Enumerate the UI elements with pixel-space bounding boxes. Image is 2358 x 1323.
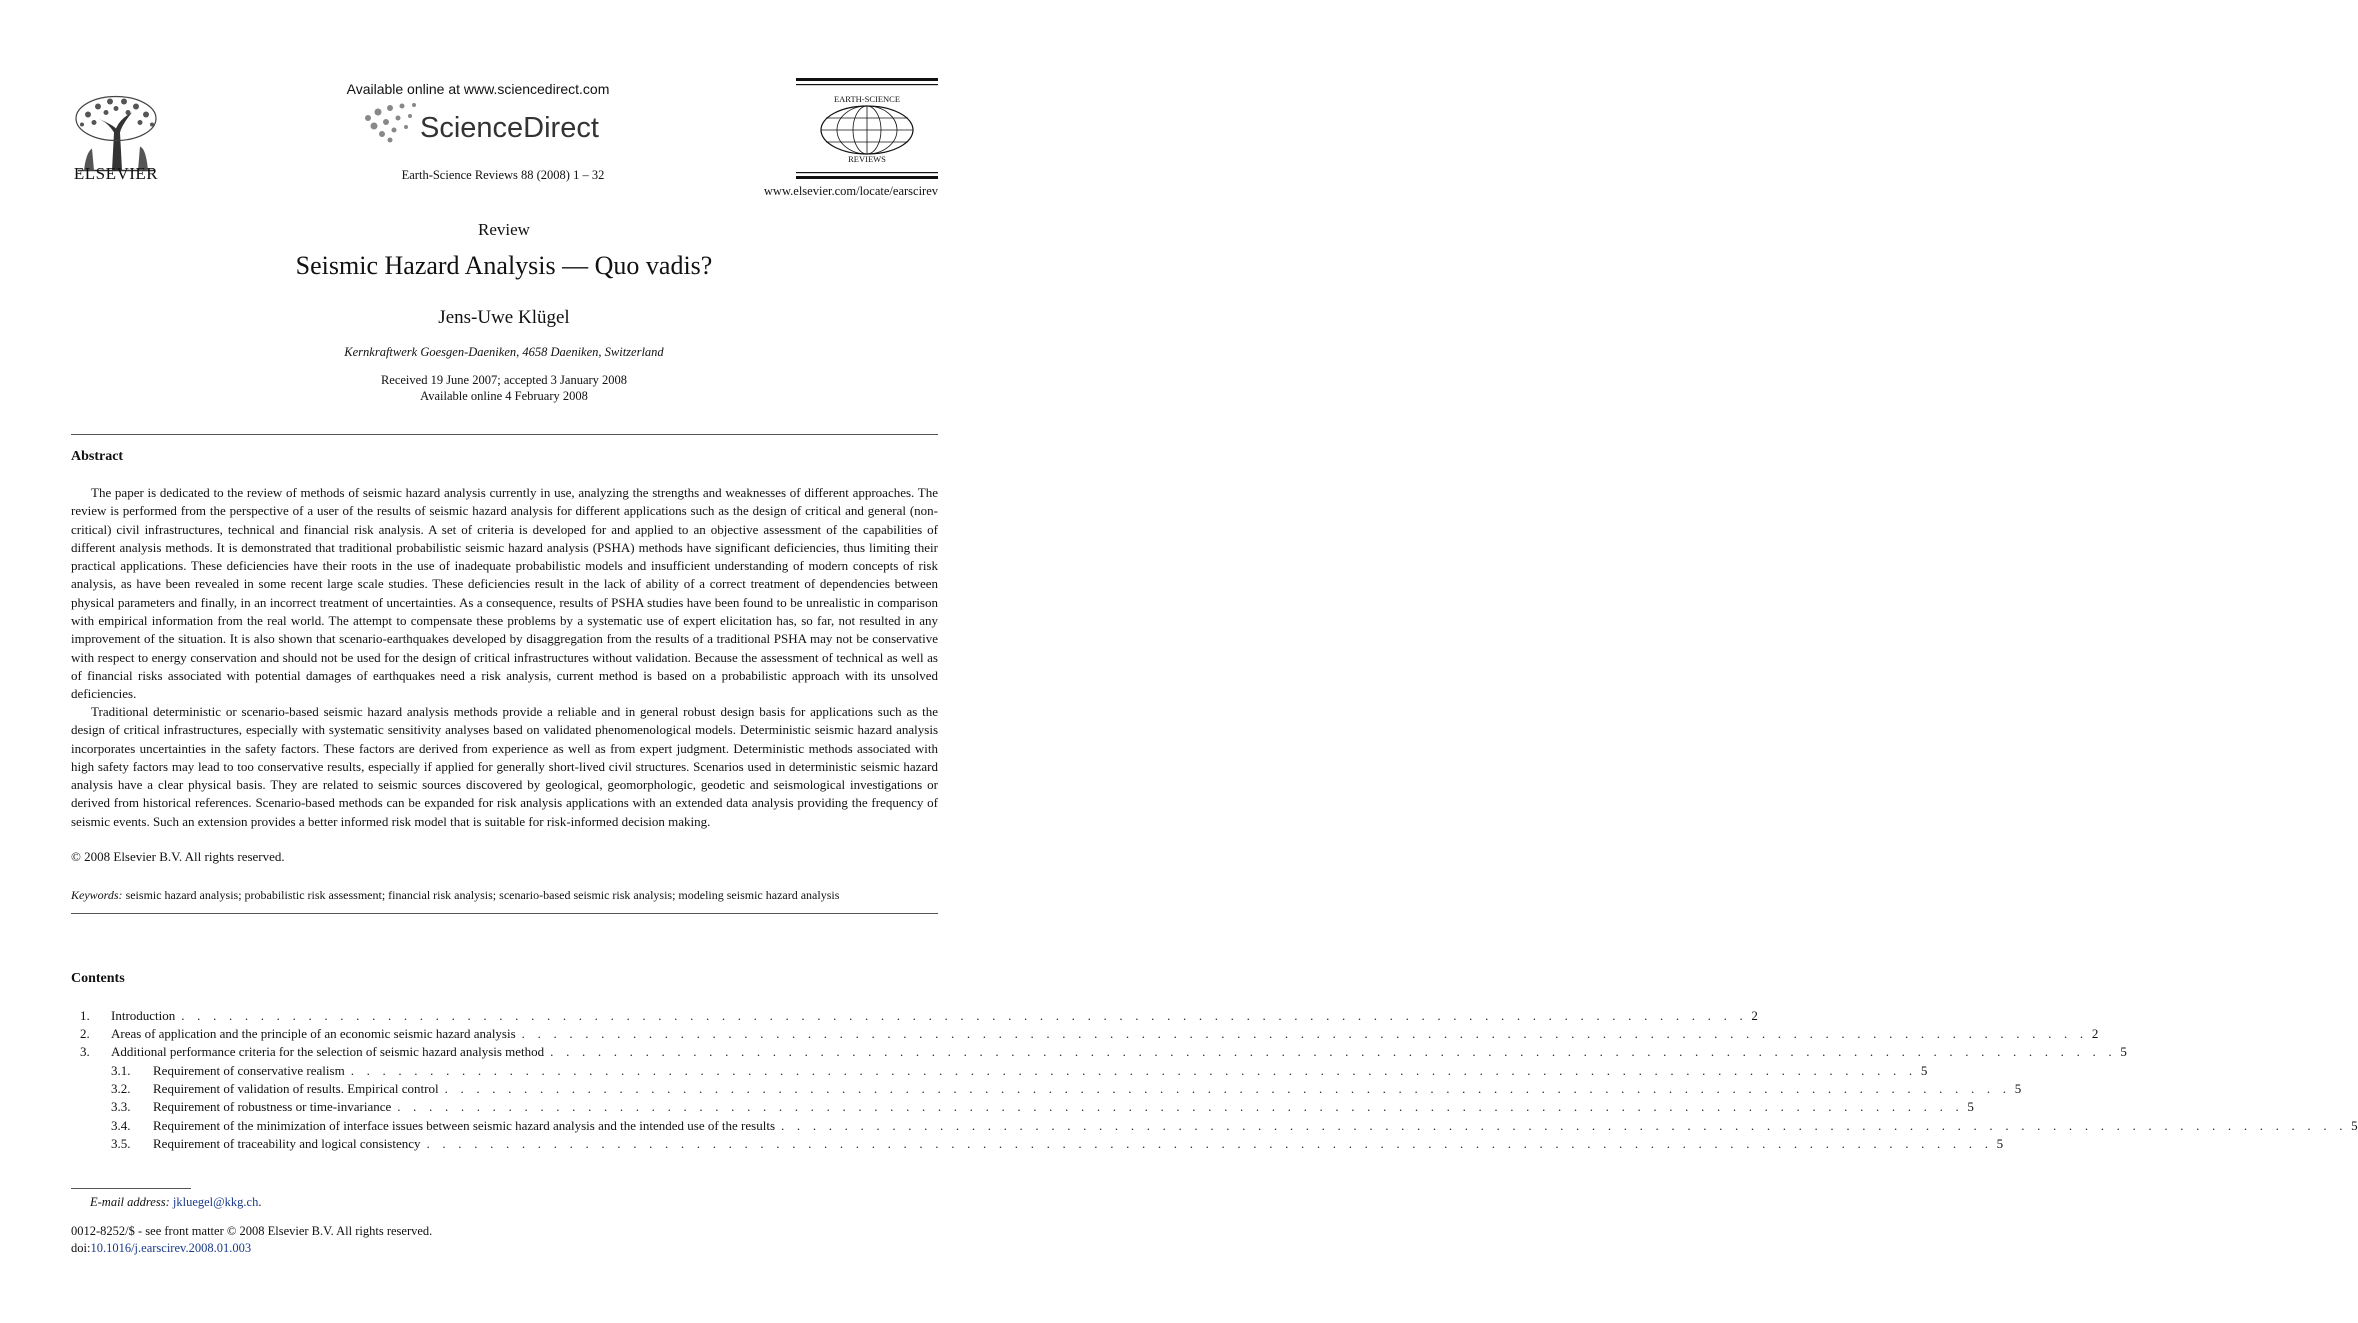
doi-link[interactable]: 10.1016/j.earscirev.2008.01.003 bbox=[90, 1241, 252, 1255]
journal-logo bbox=[796, 78, 938, 180]
available-online-date: Available online 4 February 2008 bbox=[420, 389, 588, 403]
toc-title: Additional performance criteria for the selection of seismic hazard analysis method bbox=[111, 1043, 550, 1061]
toc-leader: . . . . . . . . . . . . . . . . . . . . . . . . . . . . . . . . . . . . . . . . . . . . . . . . . . . . . . . . . . . . . . . . . . . . . . . . . . . . . . . . . . . . . . . . . . . . . . . . . . . bbox=[397, 1099, 1964, 1114]
footnote-rule bbox=[71, 1188, 191, 1189]
publisher-name: ELSEVIER bbox=[73, 164, 159, 183]
journal-logo-bottom-text: REVIEWS bbox=[848, 154, 886, 164]
toc-page-number: 5 bbox=[2014, 1081, 2022, 1096]
article-type: Review bbox=[478, 220, 530, 239]
toc-item-3[interactable] bbox=[80, 1043, 2127, 1061]
toc-item-3-2[interactable] bbox=[111, 1080, 2022, 1098]
abstract-heading: Abstract bbox=[71, 449, 124, 464]
keywords-list: seismic hazard analysis; probabilistic risk assessment; financial risk analysis; scenario-based seismic risk analysis; modeling seismic hazard analysis bbox=[125, 888, 840, 902]
toc-item-3-1[interactable] bbox=[111, 1062, 1928, 1080]
toc-leader: . . . . . . . . . . . . . . . . . . . . . . . . . . . . . . . . . . . . . . . . . . . . . . . . . . . . . . . . . . . . . . . . . . . . . . . . . . . . . . . . . . . . . . . . . . . . . . . . . . . bbox=[550, 1044, 2117, 1059]
toc-page-number: 5 bbox=[1920, 1063, 1928, 1078]
sciencedirect-logo bbox=[360, 100, 600, 148]
toc-page-number: 5 bbox=[1967, 1099, 1974, 1114]
toc-number: 3. bbox=[80, 1044, 90, 1059]
keywords-label: Keywords: bbox=[71, 888, 123, 902]
email-suffix: . bbox=[258, 1195, 262, 1209]
toc-leader: . . . . . . . . . . . . . . . . . . . . . . . . . . . . . . . . . . . . . . . . . . . . . . . . . . . . . . . . . . . . . . . . . . . . . . . . . . . . . . . . . . . . . . . . . . . . . . . . . . . bbox=[781, 1118, 2348, 1133]
doi-line bbox=[71, 1241, 251, 1256]
toc-leader: . . . . . . . . . . . . . . . . . . . . . . . . . . . . . . . . . . . . . . . . . . . . . . . . . . . . . . . . . . . . . . . . . . . . . . . . . . . . . . . . . . . . . . . . . . . . . . . . . . . bbox=[350, 1063, 1917, 1078]
toc-title: Introduction bbox=[111, 1007, 181, 1025]
article-title: Seismic Hazard Analysis — Quo vadis? bbox=[295, 251, 713, 280]
toc-number: 3.2. bbox=[111, 1081, 131, 1096]
toc-page-number: 5 bbox=[2351, 1118, 2358, 1133]
toc-leader: . . . . . . . . . . . . . . . . . . . . . . . . . . . . . . . . . . . . . . . . . . . . . . . . . . . . . . . . . . . . . . . . . . . . . . . . . . . . . . . . . . . . . . . . . . . . . . . . . . . bbox=[426, 1136, 1993, 1151]
abstract-paragraph: Traditional deterministic or scenario-based seismic hazard analysis methods provide a reliable and in general robust design basis for applications such as the design of critical infrastructures, especially with systematic sensitivity analyses based on validated phenomenological models. Deterministic seismic hazard analysis incorporates uncertainties in the safety factors. These factors are derived from experience as well as from expert judgment. Deterministic methods associated with high safety factors may lead to too conservative results, especially if applied for generally short-lived civil structures. Scenarios used in deterministic seismic hazard analysis have a clear physical basis. They are related to seismic sources discovered by geological, geomorphologic, geodetic and seismological investigations or derived from historical references. Scenario-based methods can be expanded for risk analysis applications with an extended data analysis providing the frequency of seismic events. Such an extension provides a better informed risk model that is suitable for risk-informed decision making. bbox=[71, 704, 938, 829]
author-email bbox=[90, 1195, 261, 1210]
toc-number: 3.3. bbox=[111, 1099, 131, 1114]
toc-page-number: 5 bbox=[1996, 1136, 2004, 1151]
toc-title: Requirement of the minimization of interface issues between seismic hazard analysis and the intended use of the results bbox=[153, 1117, 781, 1135]
toc-title: Requirement of conservative realism bbox=[153, 1062, 351, 1080]
journal-url[interactable]: www.elsevier.com/locate/earscirev bbox=[763, 184, 938, 198]
toc-item-3-4[interactable] bbox=[111, 1117, 2358, 1135]
toc-title: Requirement of validation of results. Empirical control bbox=[153, 1080, 445, 1098]
journal-logo-top-text: EARTH-SCIENCE bbox=[833, 94, 901, 104]
sciencedirect-wordmark: ScienceDirect bbox=[420, 112, 599, 144]
toc-number: 3.5. bbox=[111, 1136, 131, 1151]
toc-title: Areas of application and the principle of an economic seismic hazard analysis bbox=[111, 1025, 522, 1043]
abstract-bottom-rule bbox=[71, 913, 938, 914]
toc-title: Requirement of traceability and logical consistency bbox=[153, 1135, 427, 1153]
toc-page-number: 2 bbox=[1751, 1008, 1758, 1023]
author-affiliation: Kernkraftwerk Goesgen-Daeniken, 4658 Daeniken, Switzerland bbox=[344, 345, 664, 359]
article-history bbox=[0, 372, 1008, 404]
abstract-paragraph: The paper is dedicated to the review of methods of seismic hazard analysis currently in use, analyzing the strengths and weaknesses of different approaches. The review is performed from the perspective of a user of the results of seismic hazard analysis for different applications such as the design of critical and general (non-critical) civil infrastructures, technical and financial risk analysis. A set of criteria is developed for and applied to an objective assessment of the capabilities of different analysis methods. It is demonstrated that traditional probabilistic seismic hazard analysis (PSHA) methods have significant deficiencies, thus limiting their practical applications. These deficiencies have their roots in the use of inadequate probabilistic models and insufficient understanding of modern concepts of risk analysis, as have been revealed in some recent large scale studies. These deficiencies result in the lack of ability of a correct treatment of dependencies between physical parameters and finally, in an incorrect treatment of uncertainties. As a consequence, results of PSHA studies have been found to be unrealistic in comparison with empirical information from the real world. The attempt to compensate these problems by a systematic use of expert elicitation has, so far, not resulted in any improvement of the situation. It is also shown that scenario-earthquakes developed by disaggregation from the results of a traditional PSHA may not be conservative with respect to energy conservation and should not be used for the design of critical infrastructures without validation. Because the assessment of technical as well as of financial risks associated with potential damages of earthquakes need a risk analysis, current method is based on a probabilistic approach with its unsolved deficiencies. bbox=[71, 485, 938, 702]
contents-heading: Contents bbox=[71, 971, 125, 986]
toc-number: 3.1. bbox=[111, 1063, 131, 1078]
toc-number: 2. bbox=[80, 1026, 90, 1041]
email-label: E-mail address: bbox=[90, 1195, 170, 1209]
toc-item-1[interactable] bbox=[80, 1007, 1758, 1025]
issn-line: 0012-8252/$ - see front matter © 2008 Elsevier B.V. All rights reserved. bbox=[71, 1224, 433, 1238]
toc-leader: . . . . . . . . . . . . . . . . . . . . . . . . . . . . . . . . . . . . . . . . . . . . . . . . . . . . . . . . . . . . . . . . . . . . . . . . . . . . . . . . . . . . . . . . . . . . . . . . . . . bbox=[521, 1026, 2088, 1041]
keywords bbox=[71, 888, 839, 903]
toc-item-2[interactable] bbox=[80, 1025, 2099, 1043]
toc-number: 1. bbox=[80, 1008, 90, 1023]
journal-citation: Earth-Science Reviews 88 (2008) 1 – 32 bbox=[401, 168, 605, 182]
author-name: Jens-Uwe Klügel bbox=[438, 307, 570, 328]
doi-label: doi: bbox=[71, 1241, 91, 1255]
toc-page-number: 2 bbox=[2091, 1026, 2099, 1041]
abstract-top-rule bbox=[71, 434, 938, 435]
toc-title: Requirement of robustness or time-invariance bbox=[153, 1098, 397, 1116]
available-online-text: Available online at www.sciencedirect.com bbox=[346, 81, 610, 97]
toc-page-number: 5 bbox=[2120, 1044, 2127, 1059]
toc-item-3-5[interactable] bbox=[111, 1135, 2004, 1153]
email-link[interactable]: jkluegel@kkg.ch bbox=[172, 1195, 259, 1209]
toc-leader: . . . . . . . . . . . . . . . . . . . . . . . . . . . . . . . . . . . . . . . . . . . . . . . . . . . . . . . . . . . . . . . . . . . . . . . . . . . . . . . . . . . . . . . . . . . . . . . . . . . bbox=[444, 1081, 2011, 1096]
toc-number: 3.4. bbox=[111, 1118, 131, 1133]
toc-item-3-3[interactable] bbox=[111, 1098, 1974, 1116]
abstract-copyright: © 2008 Elsevier B.V. All rights reserved. bbox=[71, 849, 285, 864]
received-date: Received 19 June 2007; accepted 3 January 2008 bbox=[380, 373, 628, 387]
toc-leader: . . . . . . . . . . . . . . . . . . . . . . . . . . . . . . . . . . . . . . . . . . . . . . . . . . . . . . . . . . . . . . . . . . . . . . . . . . . . . . . . . . . . . . . . . . . . . . . . . . . bbox=[181, 1008, 1748, 1023]
